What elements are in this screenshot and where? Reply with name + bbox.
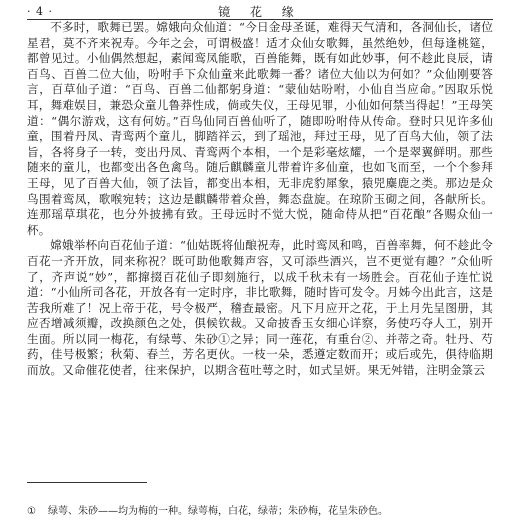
- paragraph-2: 嫦娥举杯向百花仙子道：“仙姑既将仙酿祝寿，此时鸾凤和鸣，百兽率舞，何不趁此令百花一齐开放，同来称祝？既可助他歌舞声容，又可添些酒兴，岂不更觉有趣？”众仙听了，齐声说“妙”，都撺掇百花仙子即刻施行，以成千秋未有一场胜会。百花仙子连忙说道：“小仙所司各花，开放各有一定时序，非比歌舞，随时皆可发令。月姊今出此言，这是苦我所难了！况上帝于花，号令极严，稽查最密。凡下月应开之花，于上月先呈图册，其应否增减须瓣，改换颜色之处，俱候钦裁。又命披香玉女细心详察，务使巧夺人工，别开生面。所以同一梅花，有绿萼、朱砂①之异；同一莲花，有重台②、并蒂之奇。牡丹、芍药，佳号极繁；秋菊、春兰，芳名更伙。一枝一朵，悉遵定数而开；或后或先，俱待临期而放。又命催花使者，往来保护，以期含苞吐萼之时，如式呈妍。果无舛错，注明金箓云: [27, 238, 493, 378]
- footnote-rule: [27, 482, 147, 483]
- footnote-marker: ①: [27, 506, 36, 517]
- footnote-text: 绿萼、朱砂——均为梅的一种。绿萼梅，白花，绿蒂；朱砂梅，花呈朱砂色。: [47, 506, 388, 517]
- paragraph-1: 不多时，歌舞已罢。嫦娥向众仙道：“今日金母圣诞，难得天气清和，各洞仙长，诸位星君，莫不齐来祝寿。今年之会，可谓极盛！适才众仙女歌舞，虽然绝妙，但每逢桃筵，都曾见过。小仙偶然想起，素闻鸾凤能歌，百兽能舞，既有如此妙事，何不趁此良辰，请百鸟、百兽二位大仙，吩咐手下众仙童来此歌舞一番？诸位大仙以为何如？”众仙刚要答言，百草仙子道：“百鸟、百兽二仙都躬身道：“蒙仙姑吩咐，小仙自当应命。”因取乐悦耳，舞难娱目，兼恐众童儿鲁莽性成，倘或失仪，王母见罪，小仙如何禁当得起！”王母笑道：“偶尔游戏，这有何妨。”百鸟仙同百兽仙听了，随即吩咐侍从传命。登时只见许多仙童，围着丹凤、青鸾两个童儿，脚踏祥云，到了瑶池，拜过王母，见了百鸟大仙，领了法旨，各将身子一转，变出丹凤、青鸾两个本相，一个是彩毫炫耀，一个是翠翼鲜明。那些随来的童儿，也都变出各色禽鸟。随后麒麟童儿带着许多仙童，也如飞而至，一个个参拜王母，见了百兽大仙，领了法旨，都变出本相，无非虎豹犀象，猿兕麋鹿之类。那边是众鸟围着鸾凤，歌喉宛转；这边是麒麟带着众兽，舞态盘旋。在琼阶玉砌之间，各献所长。连那瑶草琪花，也分外披拂有致。王母远时不觉大悦，随命侍从把“百花酿”各赐众仙一杯。: [27, 20, 493, 237]
- footnote: [27, 505, 493, 519]
- page-number: · 4 ·: [27, 5, 53, 18]
- running-header: [27, 4, 493, 20]
- running-title: 镜 花 缘: [218, 5, 302, 19]
- body-text: [27, 20, 493, 379]
